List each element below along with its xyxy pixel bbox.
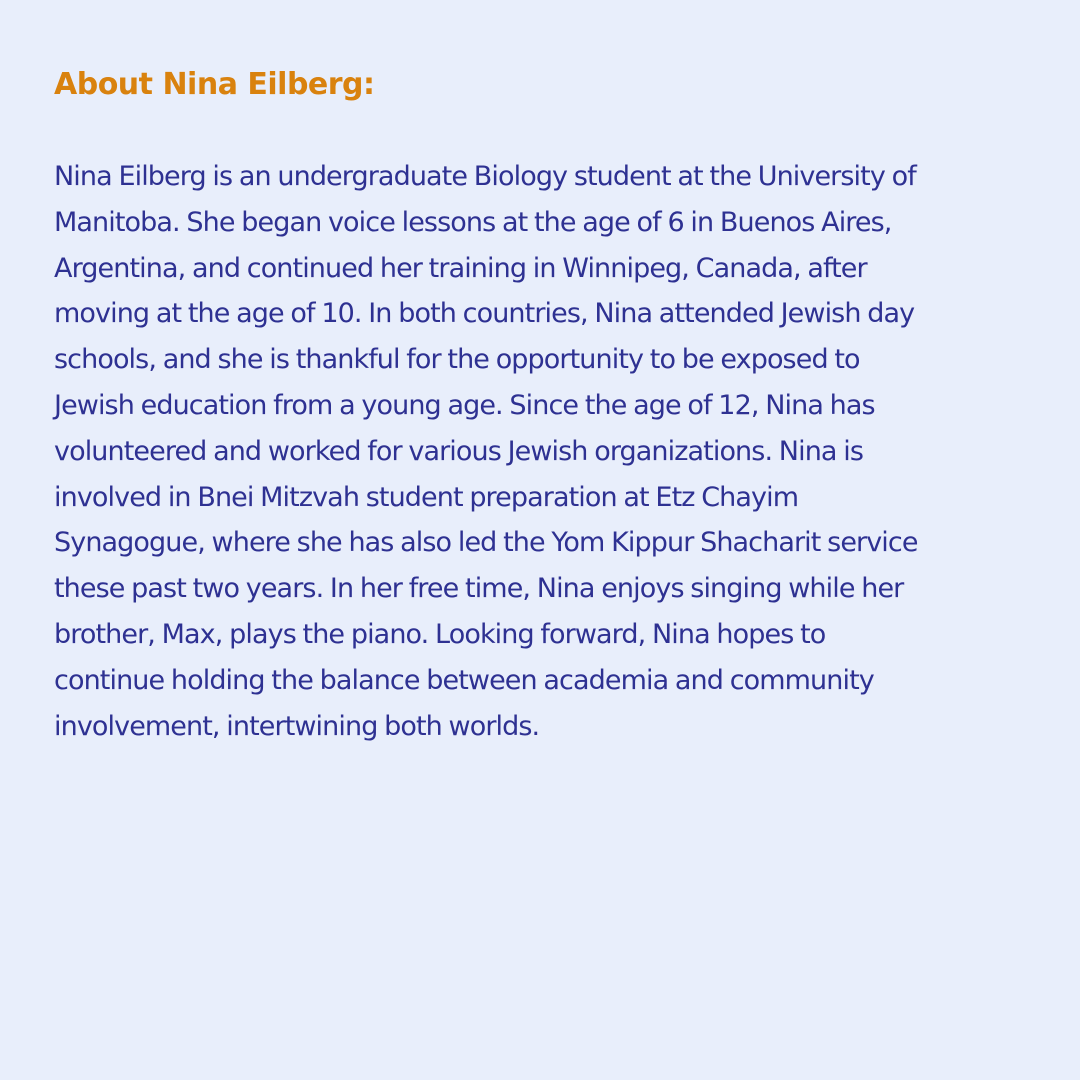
bio-line: Nina Eilberg is an undergraduate Biology student at the University of <box>54 161 916 192</box>
bio-line: Jewish education from a young age. Since the age of 12, Nina has <box>54 389 875 421</box>
bio-line: Synagogue, where she has also led the Yom Kippur Shacharit service <box>54 527 918 559</box>
bio-line: Argentina, and continued her training in Winnipeg, Canada, after <box>54 252 867 284</box>
bio-line: brother, Max, plays the piano. Looking forward, Nina hopes to <box>54 618 826 650</box>
bio-line: volunteered and worked for various Jewish organizations. Nina is <box>54 435 864 467</box>
bio-line: involvement, intertwining both worlds. <box>54 710 540 742</box>
bio-line: continue holding the balance between academia and community <box>54 664 874 696</box>
bio-line: involved in Bnei Mitzvah student preparation at Etz Chayim <box>54 481 799 513</box>
bio-line: these past two years. In her free time, Nina enjoys singing while her <box>54 573 904 605</box>
bio-line: Manitoba. She began voice lessons at the age of 6 in Buenos Aires, <box>54 206 892 238</box>
bio-paragraph <box>54 154 1034 749</box>
bio-line: moving at the age of 10. In both countries, Nina attended Jewish day <box>54 298 915 330</box>
bio-line: schools, and she is thankful for the opportunity to be exposed to <box>54 344 860 376</box>
page-title: About Nina Eilberg: <box>54 67 375 102</box>
